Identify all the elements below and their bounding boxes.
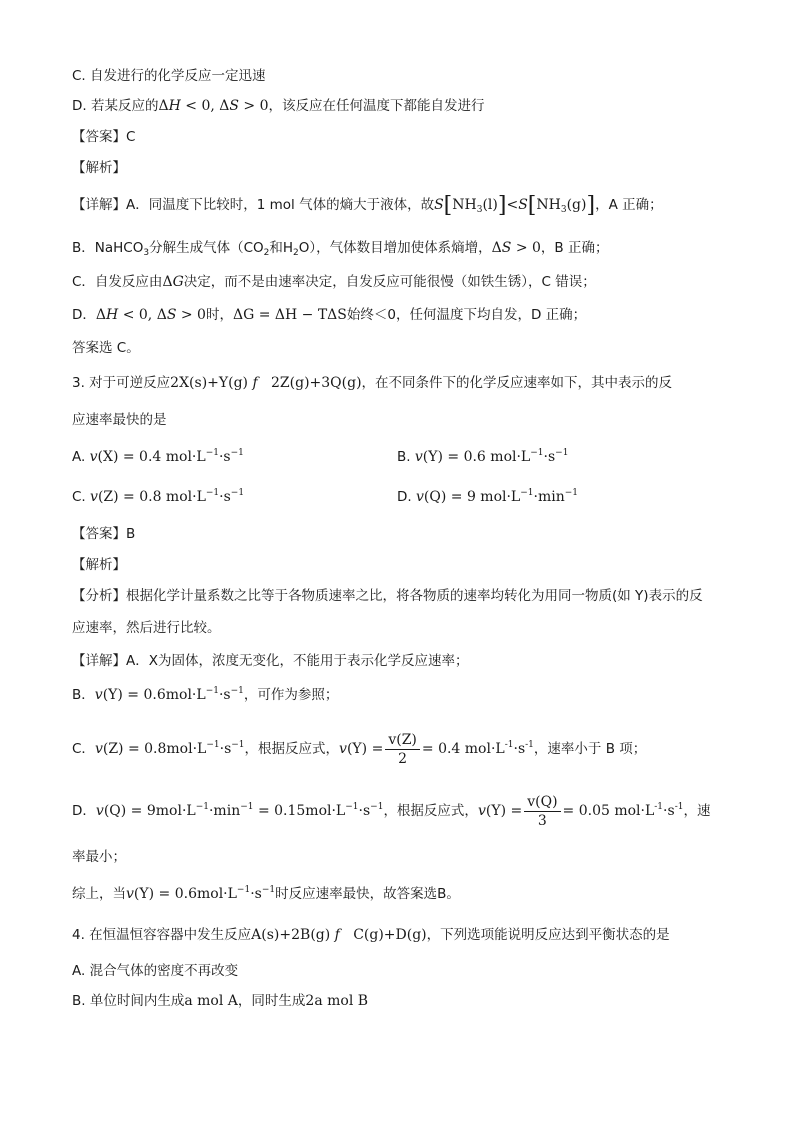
q3-detail-d-prefix: D． xyxy=(72,803,96,819)
q3-detail-c-suffix: ，速率小于 B 项； xyxy=(533,741,647,757)
q2-detail-c-prefix: C．自发反应由 xyxy=(72,274,163,290)
q3-detail-a xyxy=(72,651,468,671)
q3-summary-suffix: 时反应速率最快，故答案选B。 xyxy=(275,886,460,902)
q3-detail-d-fraction: $\frac{v(Q)}{3}$ xyxy=(524,793,560,830)
q3-detail-d-math3: = 0.05 $mol\cdot L^{-1}\cdot s^{-1}$ xyxy=(562,802,684,819)
q3-detail-a-text: 【详解】A．X为固体，浓度无变化，不能用于表示化学反应速率； xyxy=(72,653,469,669)
q2-detail-a-suffix: ，A 正确； xyxy=(595,197,663,213)
q2-detail-d-math1: ΔH < 0, ΔS > 0 xyxy=(95,307,206,323)
q3-analysis-heading xyxy=(72,555,126,575)
q3-detail-c-math3: = 0.4 $mol\cdot L^{-1}\cdot s^{-1}$ xyxy=(421,740,534,757)
q2-detail-d-mid: 时， xyxy=(205,307,233,323)
q3-option-b-label: B. xyxy=(397,449,411,465)
q2-detail-b-prefix: B．NaHCO xyxy=(72,240,144,256)
q3-detail-d-suffix: ，速 xyxy=(683,803,711,819)
q2-answer xyxy=(72,127,135,147)
q3-stem xyxy=(72,373,672,393)
q2-conclusion xyxy=(72,338,140,358)
q2-option-d-prefix: D. 若某反应的 xyxy=(72,98,159,114)
q4-option-b xyxy=(72,991,368,1011)
q3-fenxi xyxy=(72,586,703,606)
q3-detail-b-prefix: B． xyxy=(72,687,95,703)
q3-detail-c-math2: v(Y) = xyxy=(339,741,384,757)
q3-detail-b-suffix: ，可作为参照； xyxy=(243,687,339,703)
q2-detail-c-suffix: 决定，而不是由速率决定，自发反应可能很慢（如铁生锈），C 错误； xyxy=(183,274,596,290)
q3-fenxi-line2 xyxy=(72,618,221,638)
q2-option-c xyxy=(72,66,266,86)
q3-detail-c-fraction: $\frac{v(Z)}{2}$ xyxy=(385,731,420,768)
q2-detail-b-math: ΔS > 0 xyxy=(491,240,541,256)
q2-option-c-text: C. 自发进行的化学反应一定迅速 xyxy=(72,68,266,84)
q3-analysis-text: 【解析】 xyxy=(72,557,126,573)
q4-stem-prefix: 4. 在恒温恒容容器中发生反应 xyxy=(72,927,252,943)
q3-stem-equation: 2X(s)+Y(g) f 2Z(g)+3Q(g) xyxy=(170,375,362,391)
q2-analysis-heading xyxy=(72,158,126,178)
q3-detail-b xyxy=(72,685,338,705)
q2-detail-a xyxy=(72,193,663,218)
q2-detail-c xyxy=(72,272,596,292)
q2-detail-d-prefix: D． xyxy=(72,307,96,323)
q2-detail-d-math2: ΔG = ΔH − TΔS xyxy=(232,307,347,323)
q3-option-d-math: v(Q) = 9 $mol\cdot L^{-1}\cdot\min^{-1}$ xyxy=(415,488,579,505)
q3-fenxi-line2-text: 应速率，然后进行比较。 xyxy=(72,620,221,636)
q3-stem-line2-text: 应速率最快的是 xyxy=(72,412,167,428)
q3-options-row-2 xyxy=(72,487,722,507)
q3-option-d xyxy=(397,487,578,507)
q2-option-d xyxy=(72,96,485,116)
q2-option-d-suffix: ，该反应在任何温度下都能自发进行 xyxy=(268,98,485,114)
q2-detail-a-math: $S[NH_3(l)]<S[NH_3(g)]$ xyxy=(434,193,596,218)
q3-detail-d xyxy=(72,789,710,833)
q2-detail-d xyxy=(72,305,586,325)
q3-detail-c-math1: $v(Z) = 0.8mol\cdot L^{-1}\cdot s^{-1}$ xyxy=(94,740,245,757)
q2-conclusion-text: 答案选 C。 xyxy=(72,340,140,356)
q2-detail-a-prefix: 【详解】A．同温度下比较时，1 mol 气体的熵大于液体，故 xyxy=(72,197,435,213)
q3-stem-line2 xyxy=(72,410,167,430)
q4-option-a-text: A. 混合气体的密度不再改变 xyxy=(72,963,239,979)
q2-detail-b-mid2: 和H xyxy=(269,240,294,256)
q3-option-b-math: v(Y) = 0.6 $mol\cdot L^{-1}\cdot s^{-1}$ xyxy=(414,448,569,465)
q2-option-d-math: ΔH < 0, ΔS > 0 xyxy=(158,98,269,114)
q4-option-b-value-2: 2a mol B xyxy=(305,993,369,1009)
q2-detail-b-mid: 分解生成气体（CO xyxy=(149,240,264,256)
q3-option-c-math: v(Z) = 0.8 $mol\cdot L^{-1}\cdot s^{-1}$ xyxy=(90,488,245,505)
q4-stem xyxy=(72,925,670,945)
q3-detail-c-mid: ，根据反应式， xyxy=(244,741,340,757)
q3-option-b xyxy=(397,447,568,467)
q3-detail-d-line2-text: 率最小； xyxy=(72,849,126,865)
q3-detail-d-math1: $v(Q) = 9mol\cdot L^{-1}\cdot\min^{-1} = 0.15mol\cdot L^{-1}\cdot s^{-1}$ xyxy=(95,802,384,819)
q3-detail-b-math: $v(Y) = 0.6mol\cdot L^{-1}\cdot s^{-1}$ xyxy=(94,686,244,703)
q3-stem-prefix: 3. 对于可逆反应 xyxy=(72,375,171,391)
q3-options-row-1 xyxy=(72,447,722,467)
q2-detail-b-mid3: O），气体数目增加使体系熵增， xyxy=(298,240,492,256)
q2-detail-b: B．NaHCO$_3$分解生成气体（$CO_2$和$H_2O$），气体数目增加使体系熵增，ΔS > 0，B 正确； xyxy=(72,240,609,258)
q3-option-a xyxy=(72,449,244,465)
q3-option-a-math: v(X) = 0.4 $mol\cdot L^{-1}\cdot s^{-1}$ xyxy=(89,448,244,465)
q3-answer xyxy=(72,524,135,544)
q3-option-a-label: A. xyxy=(72,449,86,465)
q3-detail-d-mid: ，根据反应式， xyxy=(383,803,478,819)
q4-option-b-mid: ，同时生成 xyxy=(237,993,306,1009)
q3-option-d-label: D. xyxy=(397,489,412,505)
q2-detail-d-suffix: 始终＜0，任何温度下均自发，D 正确； xyxy=(346,307,587,323)
q3-detail-c xyxy=(72,727,646,771)
q3-detail-d-math2: v(Y) = xyxy=(477,803,523,819)
q3-stem-suffix: ，在不同条件下的化学反应速率如下，其中表示的反 xyxy=(361,375,673,391)
q2-detail-b-suffix: ，B 正确； xyxy=(540,240,609,256)
q2-answer-text: 【答案】C xyxy=(72,129,136,145)
q4-stem-equation: A(s)+2B(g) f C(g)+D(g) xyxy=(251,927,427,943)
q4-option-a xyxy=(72,961,238,981)
q2-analysis-text: 【解析】 xyxy=(72,160,126,176)
q2-detail-c-math: ΔG xyxy=(162,274,184,290)
q3-detail-d-line2 xyxy=(72,847,126,867)
q4-option-b-prefix: B. 单位时间内生成 xyxy=(72,993,185,1009)
q3-fenxi-text: 【分析】根据化学计量系数之比等于各物质速率之比，将各物质的速率均转化为用同一物质(如 Y)表示的反 xyxy=(72,588,703,604)
q3-option-c xyxy=(72,489,244,505)
q3-answer-text: 【答案】B xyxy=(72,526,136,542)
q3-summary xyxy=(72,884,460,904)
q3-option-c-label: C. xyxy=(72,489,86,505)
q4-option-b-value-1: a mol A xyxy=(184,993,238,1009)
q3-summary-prefix: 综上，当 xyxy=(72,886,126,902)
q3-summary-math: $v(Y) = 0.6mol\cdot L^{-1}\cdot s^{-1}$ xyxy=(126,885,276,902)
q3-detail-c-prefix: C． xyxy=(72,741,95,757)
q4-stem-suffix: ，下列选项能说明反应达到平衡状态的是 xyxy=(426,927,670,943)
